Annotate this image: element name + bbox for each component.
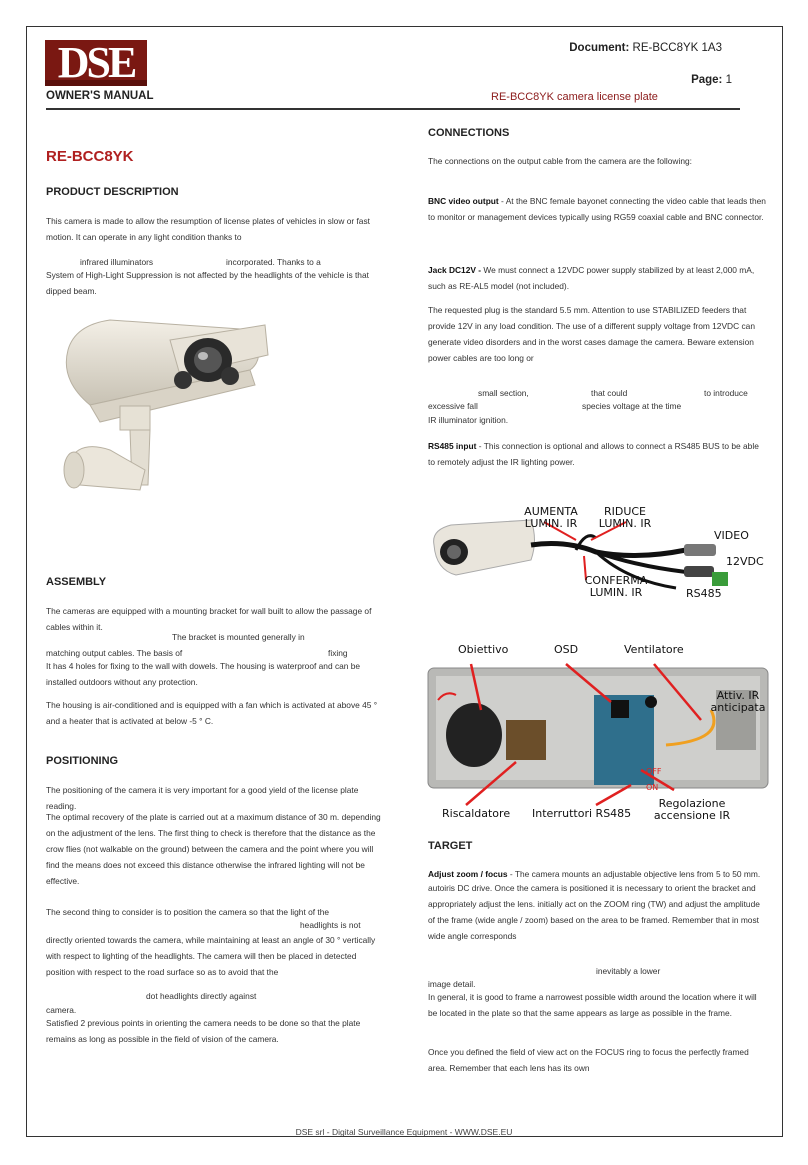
jack-paragraph (428, 262, 768, 294)
assembly-p1: The cameras are equipped with a mounting bracket for wall built to allow the passage of cables within it. (46, 606, 372, 632)
bnc-label: BNC video output (428, 196, 499, 206)
label-aumenta: AUMENTA LUMIN. IR (524, 505, 578, 530)
target-p5: Once you defined the field of view act on the FOCUS ring to focus the perfectly framed area. Remember that each lens has its own (428, 1047, 749, 1073)
label-interruttori: Interruttori RS485 (532, 807, 632, 820)
positioning-p3a: The second thing to consider is to position the camera so that the light of the (46, 907, 330, 917)
label-regolazione: Regolazione accensione IR (653, 797, 731, 822)
product-description-heading: PRODUCT DESCRIPTION (46, 186, 179, 198)
fragment-excessive-fall: excessive fall (428, 401, 478, 411)
positioning-p3c: directly oriented towards the camera, while maintaining at least an angle of 30 ° vertically with respect to lighting of the headlights. The camera will then be placed in detected position with respect to the road surface so as to avoid that the (46, 935, 376, 977)
cable-diagram (426, 500, 770, 610)
target-p2: inevitably a lower (596, 966, 661, 976)
positioning-p6: Satisfied 2 previous points in orienting the camera needs to be done so that the plate remains as long as possible in the field of vision of the camera. (46, 1018, 361, 1044)
target-heading: TARGET (428, 840, 473, 852)
positioning-p4: dot headlights directly against (146, 991, 257, 1001)
label-ventilatore: Ventilatore (624, 643, 684, 656)
page-label: Page: (691, 74, 723, 86)
owners-manual-label: OWNER'S MANUAL (46, 90, 154, 102)
assembly-p5: The housing is air-conditioned and is equipped with a fan which is activated at above 45 ° and a heater that is activated at below -5 ° C. (46, 700, 378, 726)
product-title: RE-BCC8YK (46, 148, 134, 165)
positioning-p3b: headlights is not (300, 920, 361, 930)
rs485-label: RS485 input (428, 441, 477, 451)
label-video: VIDEO (714, 529, 749, 542)
label-obiettivo: Obiettivo (458, 643, 509, 656)
label-conferma: CONFERMA LUMIN. IR (584, 574, 648, 599)
positioning-heading: POSITIONING (46, 755, 119, 767)
plug-paragraph: The requested plug is the standard 5.5 mm. Attention to use STABILIZED feeders that provide 12V in any load condition. The use of a different supply voltage from 12VDC can generate video disorders and in the worst cases damage the camera. Beware extension power cables are too long or (428, 305, 755, 363)
page-value: 1 (725, 74, 732, 86)
zoom-label: Adjust zoom / focus (428, 869, 508, 879)
header-rule (46, 108, 740, 110)
label-off: OFF (646, 767, 662, 776)
target-p1: autoiris DC drive. Once the camera is positioned it is necessary to orient the bracket and appropriately adjust the lens. initially act on the ZOOM ring (TW) and adjust the amplitude of the frame (wide angle / zoom) based on the area to be framed. Remember that in most wide angle corresponds (428, 883, 760, 941)
product-description-p1: This camera is made to allow the resumption of license plates of vehicles in slow or fast motion. It can operate in any light condition thanks to (46, 216, 370, 242)
fragment-that-could: that could (591, 388, 628, 398)
assembly-p3a: matching output cables. The basis of (46, 648, 183, 658)
dse-logo: DSE (45, 40, 147, 86)
label-12vdc: 12VDC (726, 555, 764, 568)
label-rs485: RS485 (686, 587, 722, 600)
rs485-text: - This connection is optional and allows to connect a RS485 BUS to be able to remotely adjust the IR lighting power. (428, 441, 759, 467)
fragment-to-introduce: to introduce (704, 388, 748, 398)
positioning-p5: camera. (46, 1005, 77, 1015)
connections-heading: CONNECTIONS (428, 127, 510, 139)
fragment-ir-ignition: IR illuminator ignition. (428, 415, 509, 425)
fragment-species-voltage: species voltage at the time (582, 401, 682, 411)
target-p4: In general, it is good to frame a narrowest possible width around the location where it will be located in the plate so that the same appears as large as possible in the frame. (428, 992, 757, 1018)
jack-label: Jack DC12V - (428, 265, 482, 275)
rs485-paragraph (428, 438, 768, 470)
document-label: Document: (569, 42, 630, 54)
assembly-heading: ASSEMBLY (46, 576, 107, 588)
assembly-p3b: fixing (328, 648, 348, 658)
label-on: ON (646, 783, 659, 792)
connections-intro: The connections on the output cable from the camera are the following: (428, 156, 692, 166)
product-description-p3: System of High-Light Suppression is not affected by the headlights of the vehicle is that dipped beam. (46, 270, 369, 296)
assembly-p4: It has 4 holes for fixing to the wall with dowels. The housing is waterproof and can be installed outdoors without any protection. (46, 661, 361, 687)
camera-product-image (50, 310, 275, 510)
fragment-small-section: small section, (478, 388, 529, 398)
inside-diagram (426, 640, 770, 825)
document-subtitle: RE-BCC8YK camera license plate (491, 91, 658, 103)
label-osd: OSD (554, 643, 579, 656)
label-attiv-ir: Attiv. IR anticipata (710, 689, 766, 714)
bnc-paragraph (428, 193, 768, 225)
bnc-text: - At the BNC female bayonet connecting the video cable that leads then to monitor or management devices typically using RG59 coaxial cable and BNC connector. (428, 196, 766, 222)
document-value: RE-BCC8YK 1A3 (632, 42, 722, 54)
page-footer: DSE srl - Digital Surveillance Equipment - WWW.DSE.EU (295, 1127, 513, 1137)
positioning-p2: The optimal recovery of the plate is carried out at a maximum distance of 30 m. depending on the adjustment of the lens. The first thing to check is therefore that the distance as the crow flies (not walkable on the ground) between the camera and the point where you will find the means does not exceed this distance otherwise the infrared lighting will not be effective. (46, 812, 381, 886)
zoom-text: - The camera mounts an adjustable objective lens from 5 to 50 mm. (507, 869, 761, 879)
label-riscaldatore: Riscaldatore (442, 807, 511, 820)
jack-text: We must connect a 12VDC power supply stabilized by at least 2,000 mA, such as RE-AL5 model (not included). (428, 265, 755, 291)
product-description-p2b: incorporated. Thanks to a (226, 257, 321, 267)
label-riduce: RIDUCE LUMIN. IR (598, 505, 652, 530)
document-id (569, 42, 722, 54)
target-p3: image detail. (428, 979, 476, 989)
product-description-p2a: infrared illuminators (80, 257, 154, 267)
assembly-p2: The bracket is mounted generally in (172, 632, 305, 642)
positioning-p1: The positioning of the camera it is very important for a good yield of the license plate reading. (46, 785, 359, 811)
page-number (691, 74, 732, 86)
